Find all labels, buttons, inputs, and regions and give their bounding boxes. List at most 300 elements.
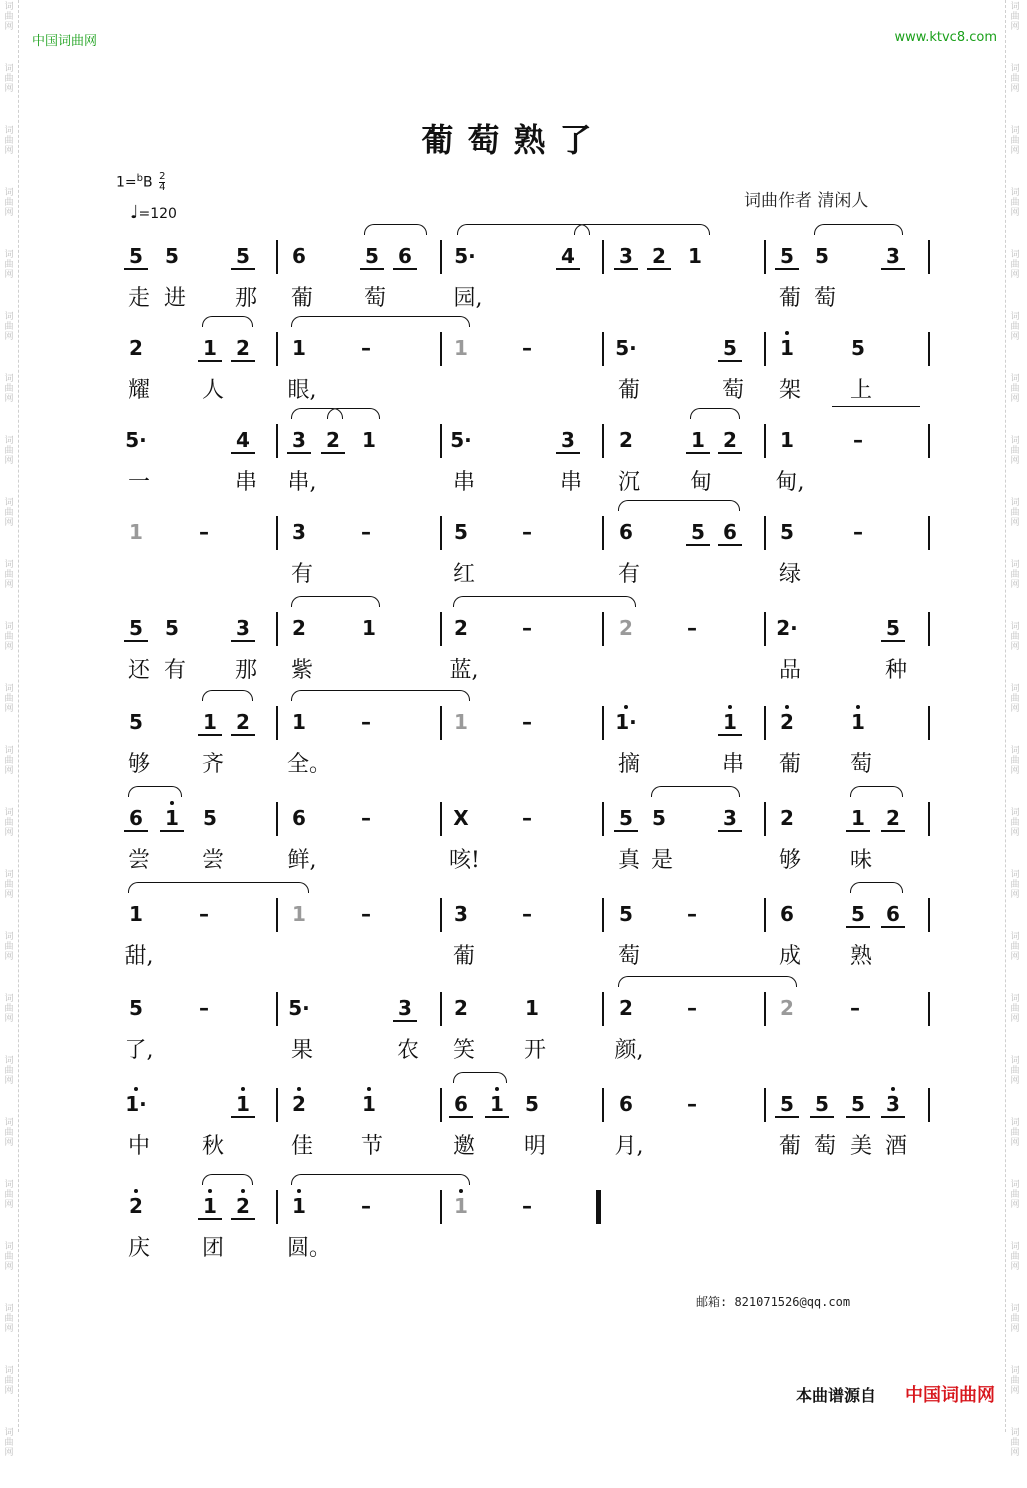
note-value: – [687,996,697,1020]
note-value: 5 [780,244,794,268]
watermark-text: 词 曲 网 [4,1180,14,1210]
slur [850,786,903,797]
note [287,902,311,926]
lyric: 有 [163,658,186,683]
lyric: 上 [849,378,872,403]
bar-line [440,516,442,550]
lyric: 熟 [849,944,872,969]
lyric: 红 [452,562,475,587]
bar-line [276,1088,278,1122]
note-value: – [522,616,532,640]
lyric: 明 [523,1134,546,1159]
note-value: – [361,520,371,544]
high-octave-dot [785,705,789,709]
note [718,710,742,736]
bar-line [928,992,930,1026]
lyric: 节 [360,1134,383,1159]
key-signature [116,172,165,193]
tempo-mark [130,202,177,223]
note-value: 3 [292,520,306,544]
note-value: 6 [619,520,633,544]
watermark-text: 词 曲 网 [4,250,14,280]
note-value: 5· [450,428,472,452]
watermark-text: 词 曲 网 [1010,1428,1020,1458]
note [160,616,184,640]
high-octave-dot [891,1087,895,1091]
note-value: 5· [125,428,147,452]
watermark-text: 词 曲 网 [4,126,14,156]
bar-line [440,802,442,836]
note [124,902,148,926]
watermark-text: 词 曲 网 [4,374,14,404]
note-value: 2 [129,1194,143,1218]
lyric: 进 [163,286,186,311]
bar-line [276,516,278,550]
slur [690,408,740,419]
watermark-text: 词 曲 网 [1010,250,1020,280]
lyric: 有 [290,562,313,587]
note-value: 1 [203,710,217,734]
watermark-text: 词 曲 网 [1010,684,1020,714]
note [810,1092,834,1118]
slur [202,316,253,327]
bar-line [928,706,930,740]
lyric: 成 [778,944,801,969]
note-value: 1 [129,520,143,544]
high-octave-dot [208,1189,212,1193]
high-octave-dot [241,1189,245,1193]
note-value: 5 [851,1092,865,1116]
bar-line [276,612,278,646]
bar-line [764,992,766,1026]
note-value: 1 [490,1092,504,1116]
note [287,520,311,544]
note [614,996,638,1020]
bar-line [276,1190,278,1224]
watermark-text: 词 曲 网 [4,2,14,32]
bar-line [602,516,604,550]
note-value: – [687,1092,697,1116]
note [160,244,184,268]
bar-line [928,332,930,366]
bar-line [928,424,930,458]
lyric: 真 [617,848,640,873]
note-value: 1 [292,1194,306,1218]
note-value: – [361,1194,371,1218]
lyric: 秋 [201,1134,224,1159]
high-octave-dot [297,1087,301,1091]
high-octave-dot [728,705,732,709]
note [515,710,539,734]
tempo-value: =120 [138,206,177,222]
note [718,520,742,546]
note-value: 1 [129,902,143,926]
note-value: X [453,806,469,830]
note-value: 5 [652,806,666,830]
note [321,428,345,454]
slur [814,224,903,235]
note-value: 5 [619,902,633,926]
note-value: 2 [236,710,250,734]
note [231,1194,255,1220]
note [231,710,255,736]
lyric: 齐 [201,752,224,777]
note [775,902,799,926]
note-value: – [522,336,532,360]
note-value: – [199,996,209,1020]
note [449,806,473,830]
author-credit: 词曲作者 清闲人 [744,191,869,211]
watermark-text: 词 曲 网 [4,808,14,838]
note [686,520,710,546]
watermark-text: 词 曲 网 [1010,64,1020,94]
note [614,336,638,360]
lyric: 美 [849,1134,872,1159]
note-value: 2 [292,1092,306,1116]
note-value: 5 [129,996,143,1020]
note [686,428,710,454]
note [556,244,580,270]
lyric: 萄 [813,286,836,311]
watermark-text: 词 曲 网 [4,188,14,218]
note-value: 1 [454,1194,468,1218]
note [393,244,417,270]
lyric: 串 [721,752,744,777]
lyric: 人 [201,378,224,403]
note [449,1194,473,1218]
lyric: 团 [201,1236,224,1261]
note-value: 2 [619,616,633,640]
right-watermark-strip [1005,0,1024,1458]
note [556,428,580,454]
note [360,244,384,270]
note-value: 3 [561,428,575,452]
lyric: 邀 [452,1134,475,1159]
note [515,616,539,640]
note-value: 6 [454,1092,468,1116]
watermark-text: 词 曲 网 [1010,498,1020,528]
note-value: 4 [236,428,250,452]
source-brand[interactable]: 中国词曲网 [905,1385,995,1406]
note [287,244,311,268]
lyric: 那 [234,286,257,311]
slur [291,1174,470,1185]
lyric: 串 [452,470,475,495]
high-octave-dot [624,705,628,709]
note [198,1194,222,1220]
note [287,336,311,360]
note-value: – [522,710,532,734]
note [775,428,799,452]
note-value: 1 [165,806,179,830]
note-value: 5 [691,520,705,544]
bar-line [602,802,604,836]
final-bar-line [596,1190,601,1224]
note-value: 5· [615,336,637,360]
note [846,806,870,832]
lyric: 了, [124,1038,154,1063]
bar-line [764,706,766,740]
bar-line [602,612,604,646]
slur [651,786,740,797]
key-label: 1= [116,174,137,191]
note [124,806,148,832]
bar-line [928,1088,930,1122]
lyric: 萄 [813,1134,836,1159]
note [485,1092,509,1118]
note [124,428,148,452]
note-value: 2 [780,806,794,830]
lyric: 还 [127,658,150,683]
lyric: 鲜, [287,848,317,873]
bar-line [440,992,442,1026]
lyric: 够 [778,848,801,873]
slur [453,596,636,607]
slur [850,882,903,893]
note-value: 1 [454,336,468,360]
lyric: 葡 [778,752,801,777]
note-value: 6 [886,902,900,926]
note [680,902,704,926]
note-value: 6 [780,902,794,926]
note [520,1092,544,1116]
note [515,336,539,360]
note-value: – [361,902,371,926]
note [449,902,473,926]
note-value: 5 [365,244,379,268]
note [231,616,255,642]
note-value: 3 [886,244,900,268]
lyric: 紫 [290,658,313,683]
note-value: 2 [236,336,250,360]
note-value: 1 [362,428,376,452]
watermark-text: 词 曲 网 [4,1304,14,1334]
lyric: 月, [614,1134,644,1159]
lyric: 种 [884,658,907,683]
high-octave-dot [241,1087,245,1091]
note [160,806,184,832]
lyric: 串 [559,470,582,495]
note [124,710,148,734]
note [647,806,671,830]
bar-line [276,992,278,1026]
slur [453,1072,507,1083]
note [449,996,473,1020]
bar-line [440,612,442,646]
note [647,244,671,270]
lyric: 农 [396,1038,419,1063]
slur [291,596,380,607]
watermark-text: 词 曲 网 [1010,126,1020,156]
slur [327,408,380,419]
slur [128,882,309,893]
time-numerator: 2 [159,171,166,182]
bar-line [602,240,604,274]
bar-line [602,424,604,458]
watermark-text: 词 曲 网 [1010,1304,1020,1334]
note-value: 2 [723,428,737,452]
note-value: 2 [326,428,340,452]
note [846,520,870,544]
bar-line [440,1190,442,1224]
bar-line [764,240,766,274]
watermark-text: 词 曲 网 [4,1118,14,1148]
note [354,806,378,830]
lyric: 萄 [721,378,744,403]
lyric: 颜, [614,1038,644,1063]
watermark-text: 词 曲 网 [1010,808,1020,838]
note [453,244,477,268]
bar-line [928,240,930,274]
song-title: 葡萄熟了 [421,121,606,159]
note [775,996,799,1020]
watermark-text: 词 曲 网 [1010,2,1020,32]
contact-email: 邮箱: 821071526@qq.com [696,1295,851,1309]
note-value: 2 [780,710,794,734]
note-value: 5 [165,616,179,640]
high-octave-dot [134,1189,138,1193]
note-value: 3 [886,1092,900,1116]
note [192,520,216,544]
lyric: 萄 [363,286,386,311]
note-value: 6 [292,244,306,268]
note-value: 5 [525,1092,539,1116]
bar-line [276,706,278,740]
bar-line [764,424,766,458]
note [775,336,799,360]
note-value: 5 [886,616,900,640]
note-value: 5 [165,244,179,268]
site-url-right[interactable]: www.ktvc8.com [894,30,997,45]
note-value: 1· [615,710,637,734]
note [354,520,378,544]
note [124,1092,148,1116]
note-value: 3 [454,902,468,926]
note-value: 3 [236,616,250,640]
note-value: 6 [398,244,412,268]
note [614,806,638,832]
note [449,710,473,734]
lyric: 眼, [287,378,317,403]
note-value: 5 [815,244,829,268]
note-value: – [361,336,371,360]
note-value: 5 [129,616,143,640]
note [287,616,311,640]
note [231,336,255,362]
bar-line [764,332,766,366]
note [680,996,704,1020]
note-value: 1 [292,902,306,926]
watermark-text: 词 曲 网 [1010,622,1020,652]
note-value: 6 [723,520,737,544]
note [520,996,544,1020]
watermark-text: 词 曲 网 [4,932,14,962]
lyric: 品 [778,658,801,683]
lyric: 有 [617,562,640,587]
note [515,1194,539,1218]
note-value: 1 [723,710,737,734]
bar-line [764,612,766,646]
note-value: 2 [454,616,468,640]
watermark-text: 词 曲 网 [4,436,14,466]
bar-line [276,802,278,836]
note-value: 1· [125,1092,147,1116]
note-value: – [853,428,863,452]
note [192,996,216,1020]
note [846,1092,870,1118]
lyric: 葡 [778,1134,801,1159]
watermark-text: 词 曲 网 [4,560,14,590]
bar-line [276,424,278,458]
note-value: 5 [129,244,143,268]
slur [457,224,590,235]
site-name-left[interactable]: 中国词曲网 [32,34,98,49]
note [614,710,638,734]
note-value: 5 [129,710,143,734]
note [124,996,148,1020]
note-value: 2 [129,336,143,360]
note [354,710,378,734]
watermark-text: 词 曲 网 [1010,188,1020,218]
lyric: 绿 [778,562,801,587]
note-value: – [199,902,209,926]
watermark-text: 词 曲 网 [4,1428,14,1458]
lyric: 尝 [127,848,150,873]
lyric: 耀 [127,378,150,403]
note [614,1092,638,1116]
high-octave-dot [297,1189,301,1193]
note [515,806,539,830]
flat-sign: b [136,172,143,184]
note [124,1194,148,1218]
note-value: 6 [129,806,143,830]
slur [128,786,182,797]
watermark-text: 词 曲 网 [4,1242,14,1272]
note-value: 2 [886,806,900,830]
lyric: 串, [287,470,317,495]
note [775,616,799,640]
watermark-text: 词 曲 网 [4,994,14,1024]
lyric: 葡 [452,944,475,969]
watermark-text: 词 曲 网 [1010,374,1020,404]
note [775,1092,799,1118]
watermark-text: 词 曲 网 [1010,436,1020,466]
bar-line [928,612,930,646]
note-value: 5· [288,996,310,1020]
bar-line [440,240,442,274]
note [614,520,638,544]
lyric: 葡 [778,286,801,311]
watermark-text: 词 曲 网 [4,622,14,652]
note-value: 5 [780,520,794,544]
note [775,244,799,270]
high-octave-dot [459,1189,463,1193]
note-value: – [687,616,697,640]
note [449,520,473,544]
note [846,428,870,452]
note-value: 4 [561,244,575,268]
high-octave-dot [785,331,789,335]
note [287,710,311,734]
note [198,806,222,830]
note [357,616,381,640]
note-value: 1 [203,1194,217,1218]
key-note: B [143,174,153,191]
watermark-text: 词 曲 网 [1010,1366,1020,1396]
note-value: 2· [776,616,798,640]
watermark-text: 词 曲 网 [1010,312,1020,342]
bar-line [928,516,930,550]
